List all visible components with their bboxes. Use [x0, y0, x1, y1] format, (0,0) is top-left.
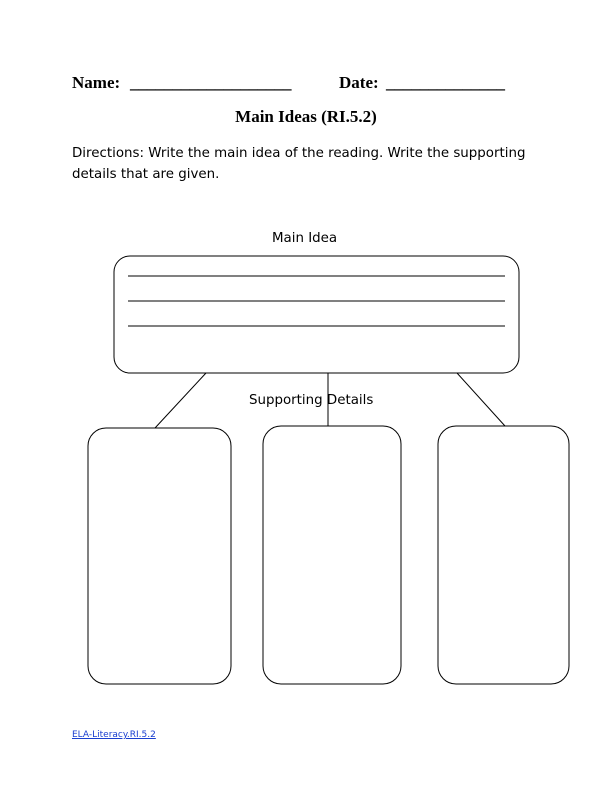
connector-line-left	[155, 373, 206, 428]
date-label: Date:	[339, 73, 379, 92]
supporting-detail-box-1[interactable]	[88, 428, 231, 684]
name-blank: ___________________	[130, 73, 292, 92]
supporting-details-label: Supporting Details	[249, 393, 374, 408]
worksheet-title: Main Ideas (RI.5.2)	[235, 107, 377, 126]
standard-link[interactable]: ELA-Literacy.RI.5.2	[72, 730, 156, 740]
supporting-detail-box-3[interactable]	[438, 426, 569, 684]
directions-text: Directions: Write the main idea of the reading. Write the supporting details that are given.	[72, 146, 526, 182]
main-idea-label: Main Idea	[272, 231, 338, 246]
supporting-detail-box-2[interactable]	[263, 426, 401, 684]
date-blank: ______________	[386, 73, 505, 92]
connector-line-right	[457, 373, 505, 426]
main-idea-box[interactable]	[114, 256, 519, 373]
name-label: Name:	[72, 73, 121, 92]
